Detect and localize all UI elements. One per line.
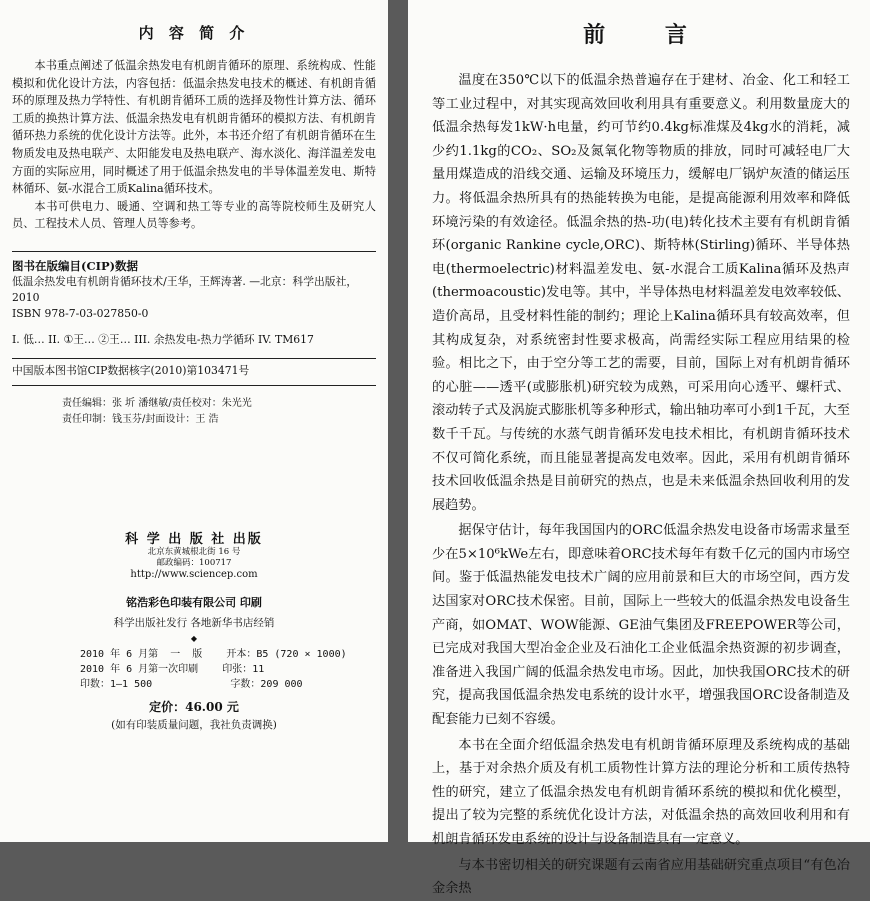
synopsis-paragraph: 本书重点阐述了低温余热发电有机朗肯循环的原理、系统构成、性能模拟和优化设计方法，内容包括：低温余热发电技术的概述、有机朗肯循环的原理及热力学特性、有机朗肯循环工质的选择及物性计算方法、循环工质的换热计算方法、低温余热发电有机朗肯循环的模拟方法、有机朗肯循环热力系统的优化设计方法等。此外，本书还介绍了有机朗肯循环在生物质发电及热电联产、太阳能发电及热电联产、海水淡化、海洋温差发电方面的实际应用，同时概述了用于低温余热发电的半导体温差发电、斯特林循环、氨-水混合工质Kalina循环技术。 <box>12 59 376 196</box>
cip-line: ISBN 978-7-03-027850-0 <box>12 306 149 320</box>
printer-line: 铭浩彩色印装有限公司 印刷 <box>126 595 262 609</box>
quality-notice: (如有印装质量问题，我社负责调换) <box>111 718 277 731</box>
publisher-name: 科 学 出 版 社 出版 <box>125 531 263 547</box>
staff-line: 责任印制：钱玉芬/封面设计：王 浩 <box>62 413 219 425</box>
cip-core-number: 中国版本图书馆CIP数据核字(2010)第103471号 <box>12 363 250 377</box>
publisher-url: http://www.sciencep.com <box>130 568 258 580</box>
cip-title: 图书在版编目(CIP)数据 <box>12 251 376 274</box>
preface-paragraph: 据保守估计，每年我国国内的ORC低温余热发电设备市场需求量至少在5×10⁶kWe左右，即意味着ORC技术每年有数千亿元的国内市场空间。鉴于低温热能发电技术广阔的应用前景和巨大的市场空间，西方发达国家对ORC技术保密。目前，国际上一些较大的低温余热发电设备生产商，如OMAT、WOW能源、GE油气集团及FREEPOWER等公司，已完成对我国大型冶金企业及石油化工企业低温余热资源的初步调查，准备进入我国广阔的低温余热发电市场。因此，加快我国ORC技术的研究，提高我国低温余热发电系统的设计水平，增强我国ORC设备制造及配套能力已刻不容缓。 <box>432 523 850 728</box>
synopsis-paragraph: 本书可供电力、暖通、空调和热工等专业的高等院校师生及研究人员、工程技术人员、管理人员等参考。 <box>12 199 376 231</box>
staff-line: 责任编辑：张 圻 潘继敏/责任校对：朱光光 <box>62 397 252 409</box>
preface-paragraph: 与本书密切相关的研究课题有云南省应用基础研究重点项目“有色冶金余热 <box>432 857 850 897</box>
edition-row: 2010 年 6 月第 一 版 开本：B5 (720 × 1000) <box>80 648 347 660</box>
preface-paragraph: 本书在全面介绍低温余热发电有机朗肯循环原理及系统构成的基础上，基于对余热介质及有机工质物性计算方法的理论分析和工质传热特性的研究，建立了低温余热发电有机朗肯循环系统的模拟和优化模型，提出了较为完整的系统优化设计方法，对低温余热的高效回收利用和有机朗肯循环发电系统的设计与设备制造具有一定意义。 <box>432 737 850 847</box>
price: 定价：46.00 元 <box>149 699 239 714</box>
edition-row: 2010 年 6 月第一次印刷 印张：11 <box>80 663 265 675</box>
preface-paragraph: 温度在350℃以下的低温余热普遍存在于建材、冶金、化工和轻工等工业过程中，对其实现高效回收利用具有重要意义。利用数量庞大的低温余热每发1kW·h电量，约可节约0.4kg标准煤及4kg水的消耗，减少约1.1kg的CO₂、SO₂及氮氧化物等物质的排放，同时可减轻电厂大量用煤造成的沿线交通、运输及环境压力，缓解电厂锅炉灰渣的储运压力。将低温余热所具有的热能转换为电能，是提高能源利用效率和降低环境污染的有效途径。低温余热的热-功(电)转化技术主要有有机朗肯循环(organic Rankine cycle,ORC)、斯特林(Stirling)循环、半导体热电(thermoelectric)材料温差发电、氨-水混合工质Kalina循环及热声(thermoacoustic)发电等。其中，半导体热电材料温差发电效率较低、造价高昂，且受材料性能的制约；理论上Kalina循环具有较高效率，但其构成复杂，对系统密封性要求极高，尚需经实际工程应用结果的检验。相比之下，由于空分等工艺的需要，目前，国际上对有机朗肯循环的心脏——透平(或膨胀机)研究较为成熟，可采用向心透平、螺杆式、滚动转子式及涡旋式膨胀机等多种形式，输出轴功率可小到1千瓦，大至数千千瓦。与传统的水蒸气朗肯循环发电技术相比，有机朗肯循环技术不仅可简化系统，而且能显著提高发电效率。因此，采用有机朗肯循环技术回收低温余热是目前研究的热点，也是未来低温余热回收利用的发展趋势。 <box>432 73 850 513</box>
publisher-address: 北京东黄城根北街 16 号 <box>147 546 241 557</box>
edition-row: 印数：1—1 500 字数：209 000 <box>80 678 303 690</box>
synopsis-heading: 内 容 简 介 <box>138 24 250 42</box>
left-page <box>0 0 388 842</box>
divider <box>12 358 376 359</box>
diamond-icon: ◆ <box>190 633 198 643</box>
cip-block <box>12 274 376 386</box>
cip-line: 低温余热发电有机朗肯循环技术/王华，王辉涛著. —北京：科学出版社， <box>12 274 358 288</box>
right-page <box>408 0 870 897</box>
publisher-postcode: 邮政编码：100717 <box>156 557 232 568</box>
cip-line: 2010 <box>12 290 40 304</box>
distributor-line: 科学出版社发行 各地新华书店经销 <box>113 616 275 629</box>
preface-heading: 前 言 <box>583 22 713 48</box>
cip-classification: I. 低… II. ①王… ②王… III. 余热发电-热力学循环 IV. TM617 <box>12 332 314 346</box>
